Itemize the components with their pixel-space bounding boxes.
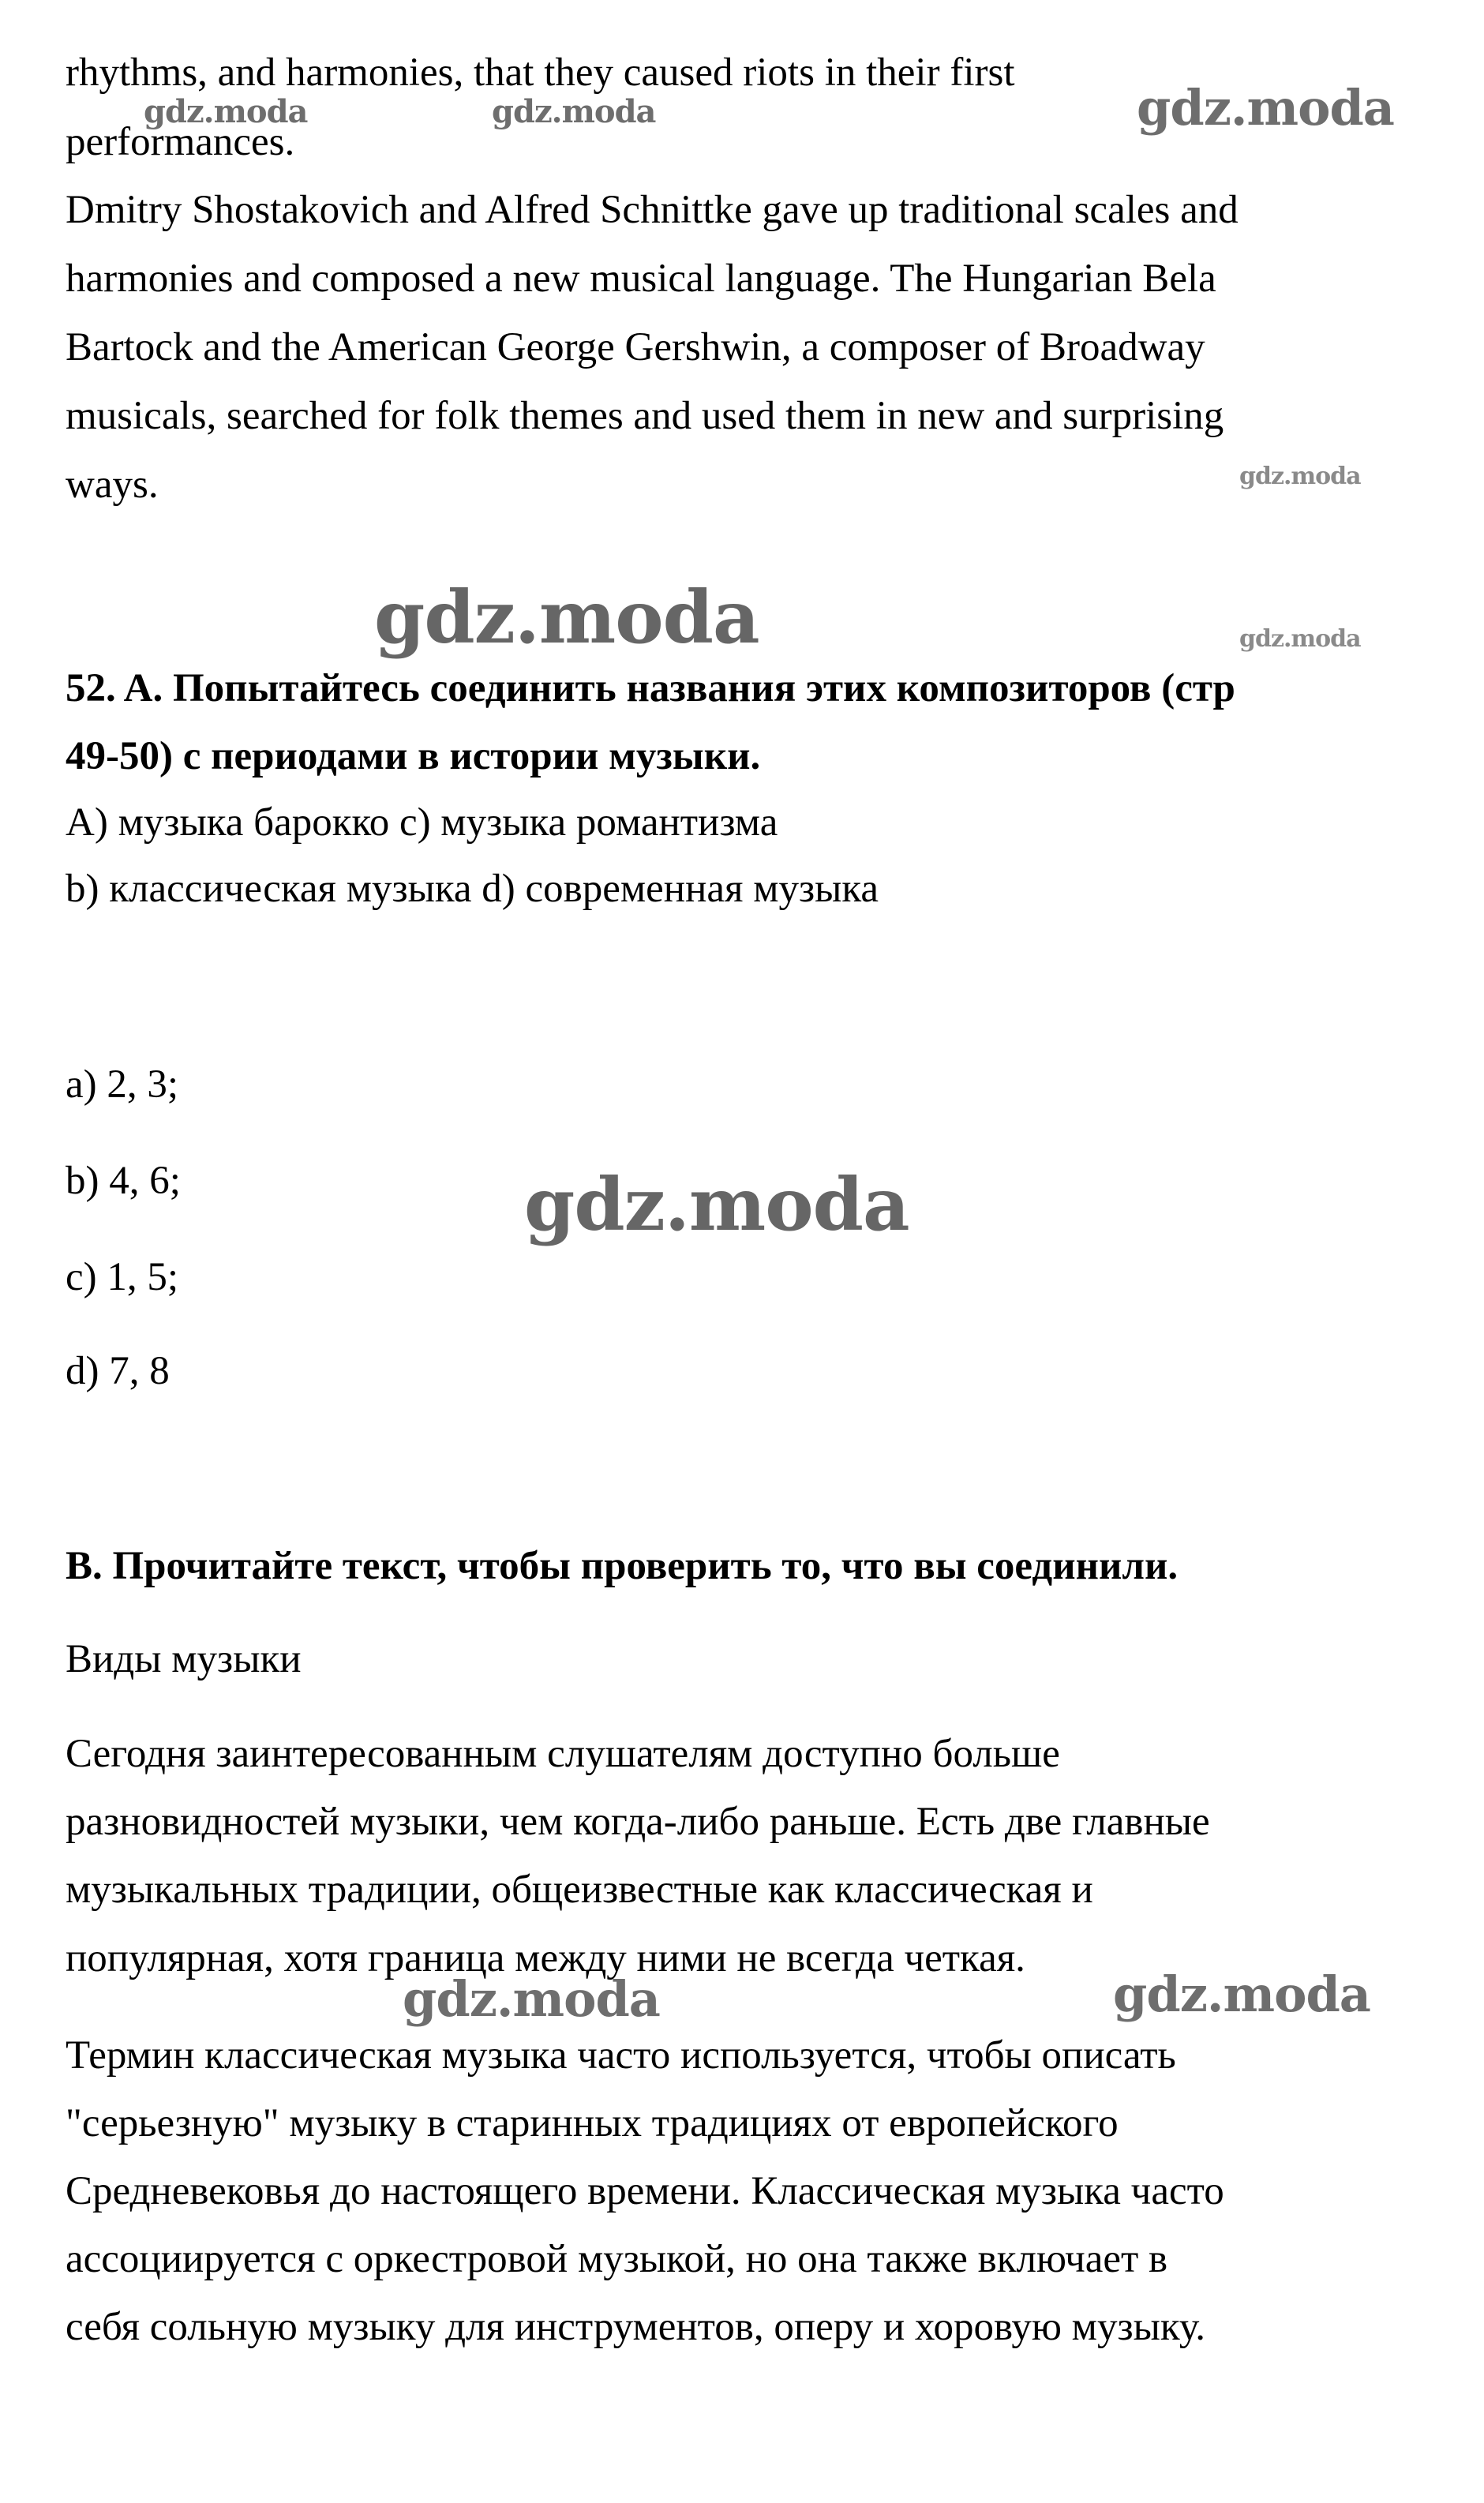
watermark: gdz.moda xyxy=(492,93,656,130)
task-b-p2-line-5: себя сольную музыку для инструментов, оперу и хоровую музыку. xyxy=(66,2305,1206,2349)
task-a-option-line-2: b) классическая музыка d) современная музыка xyxy=(66,867,879,911)
task-a-heading-line-1: 52. A. Попытайтесь соединить названия этих композиторов (стр xyxy=(66,666,1235,710)
task-b-p2-line-2: "серьезную" музыку в старинных традициях от европейского xyxy=(66,2101,1119,2145)
task-b-p2-line-4: ассоциируется с оркестровой музыкой, но она также включает в xyxy=(66,2237,1168,2281)
watermark: gdz.moda xyxy=(1113,1965,1370,2023)
answer-c: c) 1, 5; xyxy=(66,1255,179,1299)
task-b-p2-line-1: Термин классическая музыка часто используется, чтобы описать xyxy=(66,2033,1176,2078)
answer-d: d) 7, 8 xyxy=(66,1349,170,1393)
watermark: gdz.moda xyxy=(524,1162,909,1247)
intro-line-2: performances. xyxy=(66,120,295,164)
intro-line-7: ways. xyxy=(66,463,159,507)
task-a-option-line-1: А) музыка барокко с) музыка романтизма xyxy=(66,800,778,845)
watermark: gdz.moda xyxy=(1137,79,1394,137)
watermark: gdz.moda xyxy=(1239,463,1361,490)
task-b-p1-line-4: популярная, хотя граница между ними не всегда четкая. xyxy=(66,1936,1025,1980)
task-b-p2-line-3: Средневековья до настоящего времени. Классическая музыка часто xyxy=(66,2169,1224,2213)
task-b-p1-line-3: музыкальных традиции, общеизвестные как классическая и xyxy=(66,1868,1093,1912)
answer-b: b) 4, 6; xyxy=(66,1159,181,1203)
intro-line-5: Bartock and the American George Gershwin, a composer of Broadway xyxy=(66,325,1205,369)
intro-line-4: harmonies and composed a new musical language. The Hungarian Bela xyxy=(66,257,1216,301)
task-b-heading: В. Прочитайте текст, чтобы проверить то, что вы соединили. xyxy=(66,1544,1179,1588)
watermark: gdz.moda xyxy=(374,575,759,660)
watermark: gdz.moda xyxy=(1239,625,1361,653)
task-a-heading-line-2: 49-50) с периодами в истории музыки. xyxy=(66,734,761,778)
watermark: gdz.moda xyxy=(144,93,308,130)
task-b-title: Виды музыки xyxy=(66,1637,302,1681)
answer-a: a) 2, 3; xyxy=(66,1062,179,1107)
watermark: gdz.moda xyxy=(403,1970,660,2028)
task-b-p1-line-2: разновидностей музыки, чем когда-либо раньше. Есть две главные xyxy=(66,1800,1210,1844)
task-b-p1-line-1: Сегодня заинтересованным слушателям доступно больше xyxy=(66,1732,1060,1776)
intro-line-3: Dmitry Shostakovich and Alfred Schnittke gave up traditional scales and xyxy=(66,188,1239,232)
intro-line-1: rhythms, and harmonies, that they caused riots in their first xyxy=(66,51,1015,95)
intro-line-6: musicals, searched for folk themes and used them in new and surprising xyxy=(66,394,1224,438)
